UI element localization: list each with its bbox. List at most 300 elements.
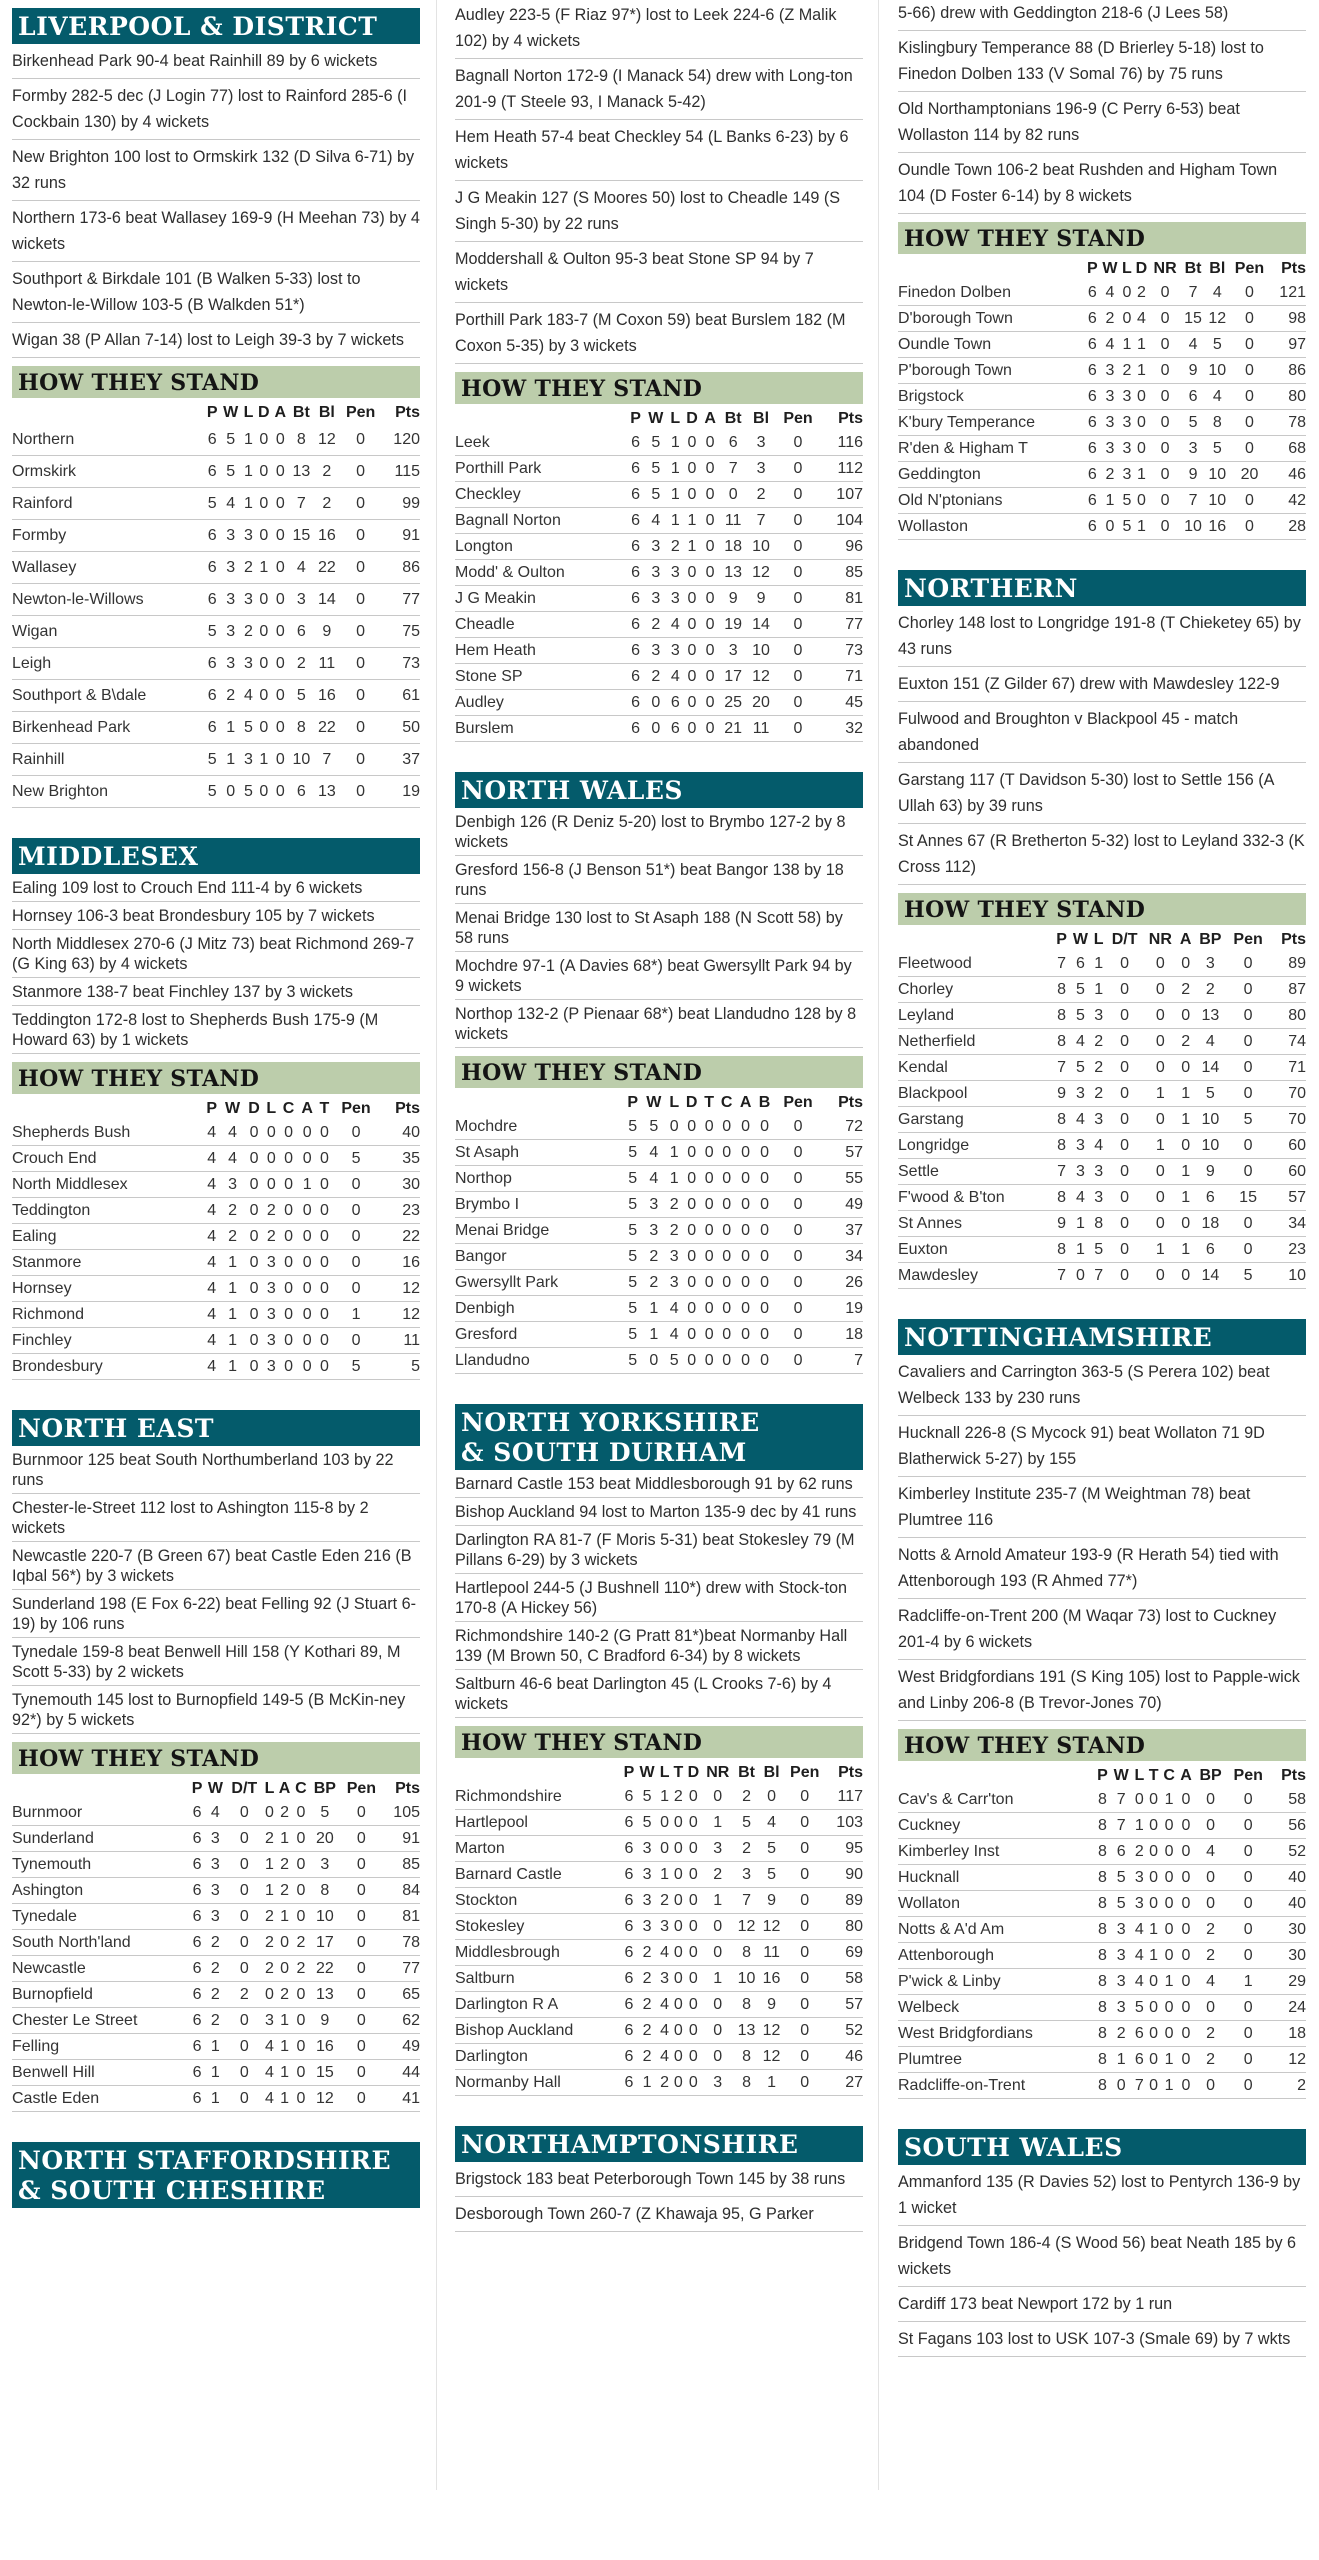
stat-cell: 0 (1143, 1055, 1177, 1081)
stat-cell: 0 (317, 1354, 333, 1380)
points-cell: 23 (380, 1198, 420, 1224)
stat-cell: 6 (190, 1826, 205, 1852)
stat-cell: 0 (1134, 384, 1150, 410)
stat-column-header: P (206, 1100, 218, 1117)
stat-cell: 0 (644, 690, 668, 716)
stat-cell: 0 (1227, 1813, 1270, 1839)
team-name: Southport & B\dale (12, 680, 205, 712)
stat-cell: 0 (671, 2018, 685, 2044)
match-result: Stanmore 138-7 beat Finchley 137 by 3 wickets (12, 978, 420, 1006)
stat-cell: 5 (1227, 1263, 1270, 1289)
stat-cell: 5 (624, 1270, 641, 1296)
stat-cell: 0 (1106, 1029, 1144, 1055)
stat-cell: 0 (784, 2044, 825, 2070)
stat-cell: 4 (1069, 1185, 1091, 1211)
stat-cell: 0 (226, 1826, 263, 1852)
stat-cell: 6 (627, 508, 644, 534)
stat-cell: 8 (734, 1940, 759, 1966)
points-cell: 72 (822, 1114, 863, 1140)
stat-cell: 2 (644, 612, 668, 638)
stat-cell: 5 (624, 1166, 641, 1192)
stat-cell: 2 (1194, 1917, 1226, 1943)
stat-cell: 2 (636, 2044, 657, 2070)
stat-cell: 0 (682, 1348, 701, 1374)
stat-column-header: P (1056, 931, 1067, 948)
stat-cell: 0 (298, 1276, 317, 1302)
team-name: Longridge (898, 1133, 1054, 1159)
stat-cell: 0 (784, 1992, 825, 2018)
standings-row (898, 1081, 1306, 1107)
stat-cell: 3 (636, 1888, 657, 1914)
stat-cell: 8 (1054, 1133, 1070, 1159)
stat-cell: 0 (1161, 1995, 1178, 2021)
match-result: Porthill Park 183-7 (M Coxon 59) beat Burslem 182 (M Coxon 5-35) by 3 wickets (455, 303, 863, 364)
stat-cell: 0 (1227, 1055, 1270, 1081)
stat-cell: 0 (701, 1166, 717, 1192)
stat-cell: 2 (747, 482, 775, 508)
stat-cell: 12 (759, 2044, 784, 2070)
stat-cell: 18 (719, 534, 747, 560)
stat-cell: 0 (293, 2086, 309, 2112)
team-name: Bishop Auckland (455, 2018, 621, 2044)
points-cell: 56 (1270, 1813, 1306, 1839)
team-name: Geddington (898, 462, 1085, 488)
stat-cell: 0 (272, 488, 289, 520)
stat-cell: 8 (734, 2070, 759, 2096)
stat-column-header: C (720, 1094, 733, 1111)
stat-cell: 1 (220, 1250, 244, 1276)
stat-cell: 1 (1177, 1081, 1194, 1107)
stat-column-header: P (623, 1764, 635, 1781)
stat-cell: 4 (1069, 1029, 1091, 1055)
stat-cell: 0 (685, 2018, 701, 2044)
stat-cell: 0 (774, 1140, 822, 1166)
stat-cell: 0 (272, 776, 289, 808)
team-column-header (898, 1761, 1095, 1787)
stat-cell: 4 (220, 1120, 244, 1146)
stat-cell: 6 (190, 1956, 205, 1982)
stat-cell: 0 (683, 638, 701, 664)
standings-header-row (898, 254, 1306, 280)
standings-row (12, 520, 420, 552)
points-cell: 74 (1270, 1029, 1306, 1055)
standings-row (12, 1328, 420, 1354)
points-cell: 22 (380, 1224, 420, 1250)
standings-row (12, 1956, 420, 1982)
standings-row (455, 1888, 863, 1914)
stat-cell: 0 (701, 612, 719, 638)
points-cell: 50 (382, 712, 420, 744)
stat-cell: 5 (1120, 488, 1133, 514)
team-name: Gwersyllt Park (455, 1270, 624, 1296)
match-result: Hem Heath 57-4 beat Checkley 54 (L Banks 6-23) by 6 wickets (455, 120, 863, 181)
stat-cell: 0 (683, 560, 701, 586)
section-middlesex (12, 838, 420, 1380)
stat-cell: 0 (671, 1836, 685, 1862)
standings-row (898, 1865, 1306, 1891)
team-name: Burnopfield (12, 1982, 190, 2008)
standings-row (12, 744, 420, 776)
region-heading: NORTHAMPTONSHIRE (455, 2126, 863, 2162)
stat-cell: 0 (1229, 384, 1269, 410)
standings-row (898, 1107, 1306, 1133)
stat-cell: 6 (205, 712, 220, 744)
stat-cell: 6 (1194, 1185, 1227, 1211)
stat-cell: 5 (1181, 410, 1205, 436)
stat-cell: 0 (341, 2034, 383, 2060)
points-cell: 34 (1270, 1211, 1306, 1237)
stat-cell: 0 (1227, 1029, 1270, 1055)
stat-cell: 0 (685, 1836, 701, 1862)
stat-cell: 12 (1205, 306, 1229, 332)
standings-row (455, 508, 863, 534)
stat-cell: 8 (1054, 1185, 1070, 1211)
team-name: P'wick & Linby (898, 1969, 1095, 1995)
stat-cell: 3 (220, 616, 242, 648)
standings-row (455, 664, 863, 690)
stat-cell: 1 (1161, 1969, 1178, 1995)
stat-cell: 6 (621, 2044, 636, 2070)
region-heading-line-1: NORTH STAFFORDSHIRE (18, 2146, 392, 2175)
stat-cell: 0 (298, 1146, 317, 1172)
stat-cell: 1 (205, 2060, 226, 2086)
stat-cell: 3 (1092, 1185, 1106, 1211)
stat-cell: 0 (341, 1930, 383, 1956)
stat-cell: 8 (1054, 1003, 1070, 1029)
stat-cell: 0 (784, 1914, 825, 1940)
team-name: Attenborough (898, 1943, 1095, 1969)
stat-cell: 0 (245, 1302, 264, 1328)
match-result: Teddington 172-8 lost to Shepherds Bush 175-9 (M Howard 63) by 1 wickets (12, 1006, 420, 1054)
stat-cell: 9 (759, 1888, 784, 1914)
standings-row (12, 488, 420, 520)
standings-table (12, 398, 420, 808)
stat-cell: 5 (1069, 977, 1091, 1003)
stat-cell: 0 (1106, 1081, 1144, 1107)
stat-cell: 0 (1229, 332, 1269, 358)
points-cell: 95 (825, 1836, 863, 1862)
team-name: Hornsey (12, 1276, 203, 1302)
stat-cell: 1 (1120, 332, 1133, 358)
team-name: Saltburn (455, 1966, 621, 1992)
stat-cell: 11 (719, 508, 747, 534)
standings-row (455, 612, 863, 638)
stat-cell: 2 (1194, 1943, 1226, 1969)
stat-cell: 0 (1227, 2021, 1270, 2047)
points-cell: 57 (822, 1140, 863, 1166)
stat-column-header: C (282, 1100, 295, 1117)
stat-cell: 7 (719, 456, 747, 482)
points-cell: 107 (821, 482, 863, 508)
stat-cell: 0 (340, 424, 382, 456)
stat-cell: 2 (636, 2018, 657, 2044)
stat-cell: 0 (263, 1800, 277, 1826)
stat-cell: 0 (701, 482, 719, 508)
points-cell: 86 (1269, 358, 1306, 384)
team-name: South North'land (12, 1930, 190, 1956)
match-result: Desborough Town 260-7 (Z Khawaja 95, G Parker (455, 2197, 863, 2232)
stat-column-header: NR (1153, 260, 1177, 277)
stat-column-header: Pen (1233, 931, 1263, 948)
stat-cell: 1 (255, 552, 272, 584)
stat-cell: 4 (668, 664, 683, 690)
stat-column-header: Pts (1281, 1767, 1306, 1784)
stat-cell: 9 (314, 616, 340, 648)
stat-cell: 0 (341, 1956, 383, 1982)
stat-cell: 1 (702, 1888, 735, 1914)
region-heading-line-2: & SOUTH DURHAM (461, 1438, 747, 1467)
stat-cell: 1 (1177, 1107, 1194, 1133)
stat-cell: 2 (1134, 280, 1150, 306)
stat-cell: 2 (1177, 1029, 1194, 1055)
stat-cell: 1 (1134, 332, 1150, 358)
stat-cell: 0 (717, 1114, 736, 1140)
standings-row (898, 358, 1306, 384)
standings-row (898, 1891, 1306, 1917)
points-cell: 16 (380, 1250, 420, 1276)
team-name: Formby (12, 520, 205, 552)
stat-cell: 0 (736, 1244, 755, 1270)
stat-cell: 8 (1095, 1891, 1111, 1917)
stat-cell: 3 (205, 1904, 226, 1930)
stat-cell: 0 (683, 586, 701, 612)
stat-cell: 8 (309, 1878, 340, 1904)
stat-cell: 0 (340, 776, 382, 808)
standings-table (455, 404, 863, 742)
stat-cell: 0 (701, 1192, 717, 1218)
stat-cell: 0 (1143, 1159, 1177, 1185)
stat-cell: 9 (1194, 1159, 1227, 1185)
stat-cell: 0 (245, 1250, 264, 1276)
stat-cell: 5 (205, 616, 220, 648)
standings-heading: HOW THEY STAND (455, 1056, 863, 1088)
stat-cell: 3 (1110, 1917, 1132, 1943)
stat-cell: 8 (1054, 1107, 1070, 1133)
stat-cell: 1 (220, 744, 242, 776)
stat-cell: 3 (636, 1914, 657, 1940)
points-cell: 40 (1270, 1891, 1306, 1917)
match-result: Southport & Birkdale 101 (B Walken 5-33) lost to Newton-le-Willow 103-5 (B Walkden 51*) (12, 262, 420, 323)
stat-cell: 0 (293, 1826, 309, 1852)
points-cell: 42 (1269, 488, 1306, 514)
results-list (898, 2165, 1306, 2357)
stat-cell: 5 (644, 430, 668, 456)
region-heading: NORTH EAST (12, 1410, 420, 1446)
stat-cell: 8 (1054, 977, 1070, 1003)
stat-cell: 13 (289, 456, 315, 488)
points-cell: 34 (822, 1244, 863, 1270)
points-cell: 117 (825, 1784, 863, 1810)
stat-cell: 9 (1181, 358, 1205, 384)
standings-row (12, 2086, 420, 2112)
stat-cell: 0 (1227, 2047, 1270, 2073)
standings-row (12, 1224, 420, 1250)
stat-column-header: D (257, 404, 270, 421)
stat-cell: 0 (1143, 1211, 1177, 1237)
stat-column-header: D (687, 1764, 700, 1781)
stat-cell: 6 (1132, 2021, 1146, 2047)
stat-cell: 0 (1106, 1159, 1144, 1185)
stat-cell: 5 (636, 1810, 657, 1836)
stat-cell: 0 (332, 1172, 379, 1198)
stat-cell: 5 (205, 776, 220, 808)
stat-cell: 3 (1110, 1995, 1132, 2021)
stat-cell: 0 (775, 430, 821, 456)
stat-cell: 14 (1194, 1055, 1227, 1081)
team-name: Longton (455, 534, 627, 560)
stat-column-header: L (659, 1764, 670, 1781)
stat-cell: 2 (205, 1956, 226, 1982)
stat-cell: 2 (1100, 462, 1121, 488)
standings-row (455, 534, 863, 560)
stat-cell: 0 (255, 776, 272, 808)
stat-cell: 13 (1194, 1003, 1227, 1029)
stat-cell: 3 (220, 552, 242, 584)
stat-cell: 0 (272, 424, 289, 456)
standings-row (455, 1810, 863, 1836)
stat-cell: 0 (272, 584, 289, 616)
standings-heading: HOW THEY STAND (12, 1062, 420, 1094)
stat-cell: 0 (736, 1348, 755, 1374)
stat-cell: 0 (775, 612, 821, 638)
points-cell: 55 (822, 1166, 863, 1192)
stat-cell: 5 (1205, 436, 1229, 462)
stat-cell: 6 (190, 1800, 205, 1826)
stat-cell: 5 (644, 482, 668, 508)
points-cell: 80 (1269, 384, 1306, 410)
stat-cell: 1 (636, 2070, 657, 2096)
stat-cell: 3 (205, 1878, 226, 1904)
stat-cell: 0 (317, 1172, 333, 1198)
team-name: Netherfield (898, 1029, 1054, 1055)
match-result: Hornsey 106-3 beat Brondesbury 105 by 7 wickets (12, 902, 420, 930)
stat-cell: 1 (276, 2008, 292, 2034)
stat-cell: 2 (293, 1956, 309, 1982)
stat-cell: 0 (702, 1784, 735, 1810)
stat-cell: 4 (759, 1810, 784, 1836)
stat-cell: 0 (298, 1224, 317, 1250)
standings-heading: HOW THEY STAND (12, 1742, 420, 1774)
match-result: Wigan 38 (P Allan 7-14) lost to Leigh 39-3 by 7 wickets (12, 323, 420, 358)
stat-cell: 0 (775, 690, 821, 716)
standings-row (898, 332, 1306, 358)
stat-cell: 0 (340, 488, 382, 520)
stat-cell: 6 (1110, 1839, 1132, 1865)
points-cell: 28 (1269, 514, 1306, 540)
stat-cell: 0 (279, 1120, 298, 1146)
stat-cell: 7 (734, 1888, 759, 1914)
stat-cell: 5 (220, 456, 242, 488)
stat-column-header: D/T (1111, 931, 1138, 948)
standings-row (455, 1914, 863, 1940)
stat-cell: 2 (205, 1982, 226, 2008)
stat-cell: 0 (245, 1146, 264, 1172)
stat-cell: 0 (332, 1250, 379, 1276)
stat-cell: 0 (1227, 1839, 1270, 1865)
stat-cell: 3 (1092, 1159, 1106, 1185)
match-result: Chester-le-Street 112 lost to Ashington 115-8 by 2 wickets (12, 1494, 420, 1542)
stat-cell: 1 (1143, 1081, 1177, 1107)
points-cell: 91 (382, 1826, 420, 1852)
team-name: Stone SP (455, 664, 627, 690)
stat-cell: 0 (671, 2044, 685, 2070)
stat-cell: 3 (220, 584, 242, 616)
stat-cell: 4 (289, 552, 315, 584)
team-name: Darlington R A (455, 1992, 621, 2018)
stat-cell: 5 (1205, 332, 1229, 358)
stat-cell: 2 (314, 456, 340, 488)
stat-cell: 5 (666, 1348, 682, 1374)
points-cell: 41 (382, 2086, 420, 2112)
match-result: Old Northamptonians 196-9 (C Perry 6-53) beat Wollaston 114 by 82 runs (898, 92, 1306, 153)
team-name: Stockton (455, 1888, 621, 1914)
stat-cell: 0 (1178, 1943, 1195, 1969)
stat-cell: 5 (759, 1836, 784, 1862)
stat-cell: 0 (717, 1140, 736, 1166)
points-cell: 57 (825, 1992, 863, 2018)
section-northern (898, 570, 1306, 1289)
standings-row (12, 776, 420, 808)
stat-cell: 5 (624, 1244, 641, 1270)
stat-cell: 1 (298, 1172, 317, 1198)
stat-column-header: W (1072, 931, 1089, 948)
stat-column-header: Bl (318, 404, 335, 421)
stat-cell: 2 (666, 1192, 682, 1218)
stat-cell: 0 (682, 1218, 701, 1244)
stat-column-header: Pts (395, 1100, 420, 1117)
points-cell: 37 (822, 1218, 863, 1244)
standings-row (455, 1244, 863, 1270)
stat-cell: 5 (1092, 1237, 1106, 1263)
stat-cell: 5 (1120, 514, 1133, 540)
stat-cell: 2 (220, 1198, 244, 1224)
stat-cell: 14 (747, 612, 775, 638)
standings-row (898, 1813, 1306, 1839)
team-name: Hem Heath (455, 638, 627, 664)
stat-cell: 0 (332, 1224, 379, 1250)
team-name: Richmond (12, 1302, 203, 1328)
results-list (898, 606, 1306, 885)
points-cell: 75 (382, 616, 420, 648)
stat-cell: 2 (644, 664, 668, 690)
stat-cell: 0 (1106, 951, 1144, 977)
standings-row (455, 638, 863, 664)
stat-cell: 4 (1194, 1029, 1227, 1055)
stat-cell: 8 (289, 424, 315, 456)
stat-cell: 1 (276, 1826, 292, 1852)
stat-cell: 2 (263, 1826, 277, 1852)
stat-cell: 0 (774, 1348, 822, 1374)
stat-column-header: B (758, 1094, 771, 1111)
stat-cell: 5 (241, 712, 255, 744)
results-list (898, 1355, 1306, 1721)
stat-cell: 1 (1146, 1943, 1160, 1969)
stat-cell: 0 (784, 1810, 825, 1836)
region-heading (12, 2142, 420, 2208)
match-result: Ealing 109 lost to Crouch End 111-4 by 6 wickets (12, 874, 420, 902)
region-heading: MIDDLESEX (12, 838, 420, 874)
stat-cell: 6 (668, 690, 683, 716)
standings-row (455, 482, 863, 508)
stat-cell: 2 (636, 1992, 657, 2018)
stat-cell: 0 (685, 1940, 701, 1966)
stat-cell: 3 (666, 1244, 682, 1270)
stat-cell: 0 (245, 1276, 264, 1302)
stat-column-header: D (686, 410, 698, 427)
stat-cell: 12 (309, 2086, 340, 2112)
stat-cell: 6 (205, 552, 220, 584)
standings-table (898, 1761, 1306, 2099)
